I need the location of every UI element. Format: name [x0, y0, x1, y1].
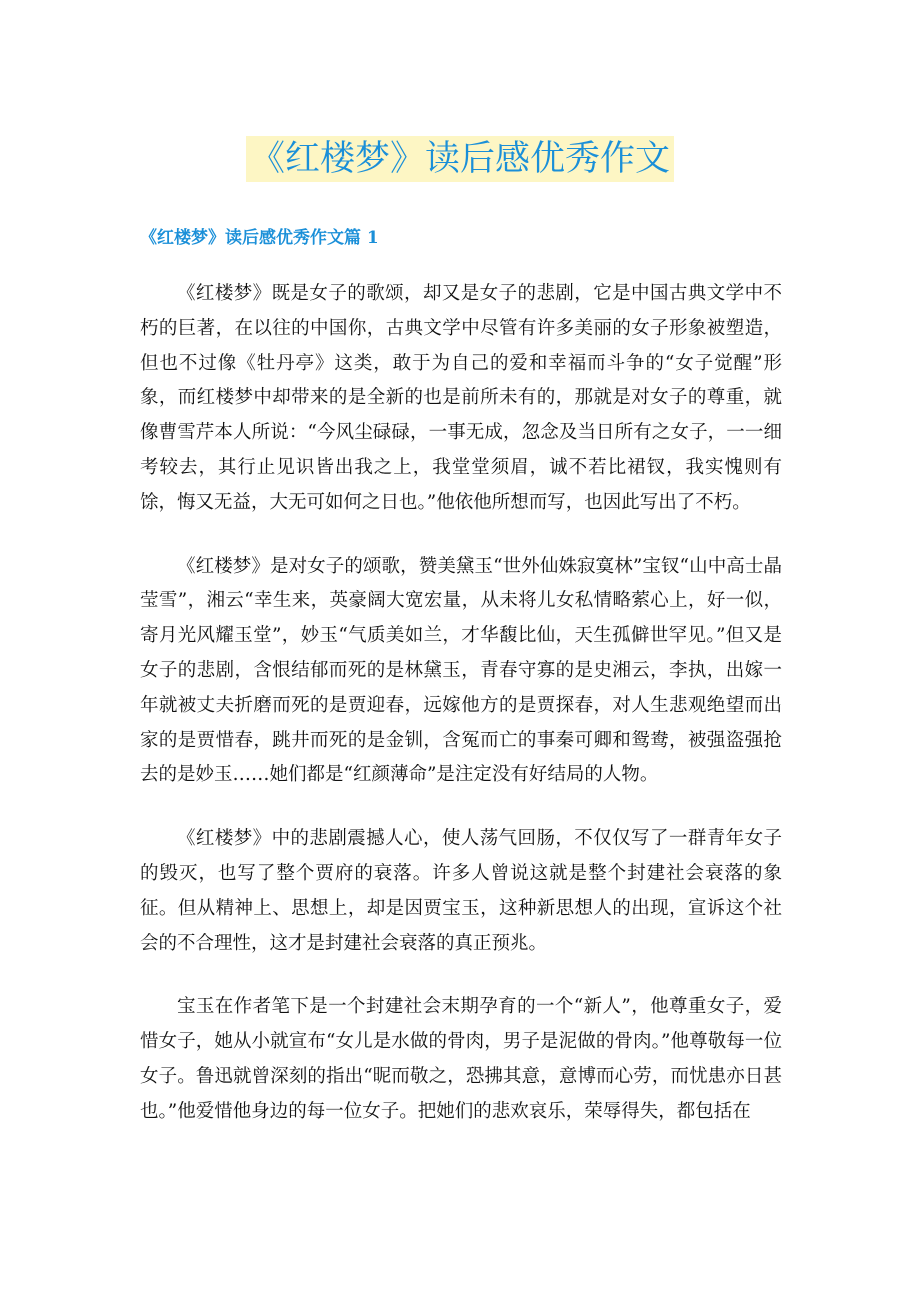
paragraph-3: 《红楼梦》中的悲剧震撼人心，使人荡气回肠，不仅仅写了一群青年女子的毁灭，也写了整个贾府的衰落。许多人曾说这就是整个封建社会衰落的象征。但从精神上、思想上，却是因贾宝玉，这种新思想人的出现，宣诉这个社会的不合理性，这才是封建社会衰落的真正预兆。 [140, 828, 782, 954]
paragraph-1: 《红楼梦》既是女子的歌颂，却又是女子的悲剧，它是中国古典文学中不朽的巨著，在以往的中国你，古典文学中尽管有许多美丽的女子形象被塑造，但也不过像《牡丹亭》这类，敢于为自己的爱和幸福而斗争的“女子觉醒”形象，而红楼梦中却带来的是全新的也是前所未有的，那就是对女子的尊重，就像曹雪芹本人所说：“今风尘碌碌，一事无成，忽念及当日所有之女子，一一细考较去，其行止见识皆出我之上，我堂堂须眉，诚不若比裙钗，我实愧则有馀，悔又无益，大无可如何之日也。”他依他所想而写，也因此写出了不朽。 [140, 283, 782, 513]
article-body [140, 277, 782, 1159]
section-heading: 《红楼梦》读后感优秀作文篇 1 [140, 228, 379, 248]
title-wrap [0, 136, 920, 182]
page-title: 《红楼梦》读后感优秀作文 [246, 136, 674, 182]
paragraph-4: 宝玉在作者笔下是一个封建社会末期孕育的一个“新人”，他尊重女子，爱惜女子，她从小就宣布“女儿是水做的骨肉，男子是泥做的骨肉。”他尊敬每一位女子。鲁迅就曾深刻的指出“昵而敬之，恐拂其意，意博而心劳，而忧患亦日甚也。”他爱惜他身边的每一位女子。把她们的悲欢哀乐，荣辱得失，都包括在 [140, 996, 782, 1122]
paragraph-2: 《红楼梦》是对女子的颂歌，赞美黛玉“世外仙姝寂寞林”宝钗“山中高士晶莹雪”，湘云“幸生来，英豪阔大宽宏量，从未将儿女私情略萦心上，好一似，寄月光风耀玉堂”，妙玉“气质美如兰，才华馥比仙，天生孤僻世罕见。”但又是女子的悲剧，含恨结郁而死的是林黛玉，青春守寡的是史湘云，李执，出嫁一年就被丈夫折磨而死的是贾迎春，远嫁他方的是贾探春，对人生悲观绝望而出家的是贾惜春，跳井而死的是金钏，含冤而亡的事秦可卿和鸳鸯，被强盗强抢去的是妙玉……她们都是“红颜薄命”是注定没有好结局的人物。 [140, 555, 782, 786]
